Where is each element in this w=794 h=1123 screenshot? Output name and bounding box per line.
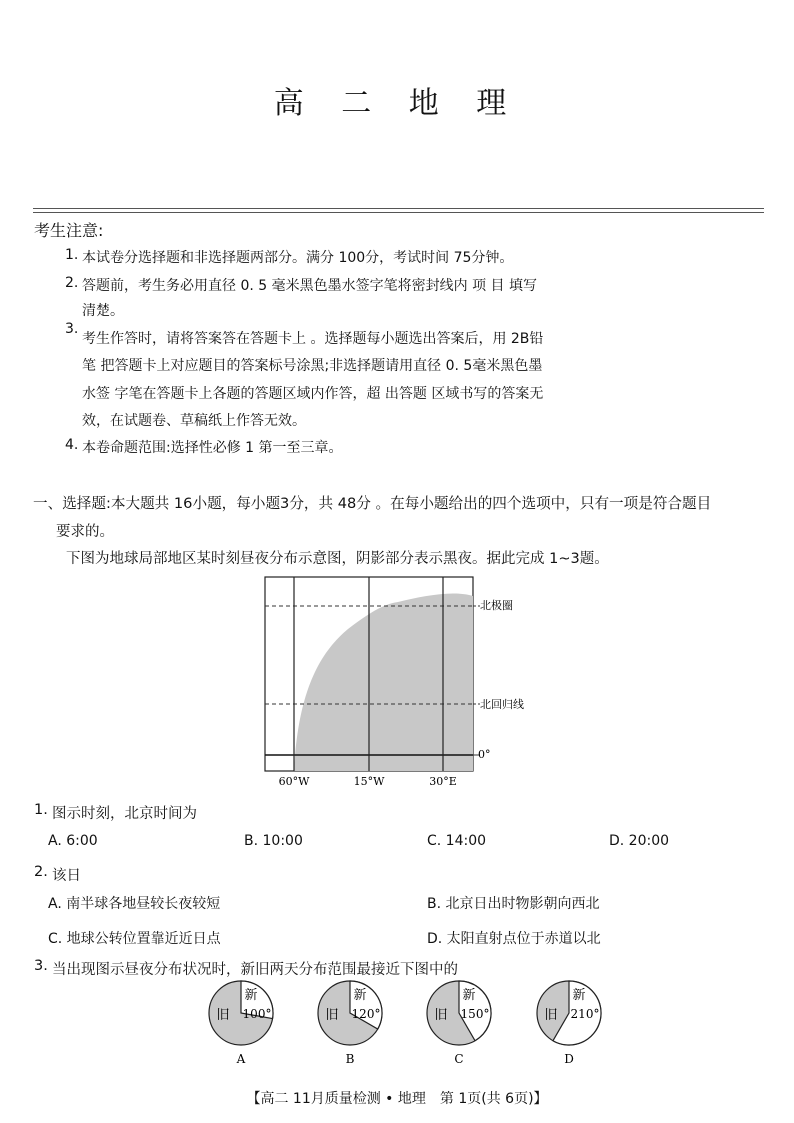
section-heading: 一、选择题:本大题共 16小题，每小题3分，共 48分 。在每小题给出的四个选项中，只有一项是符合题目 bbox=[33, 495, 712, 512]
question-2-option-d: D. 太阳直射点位于赤道以北 bbox=[427, 931, 601, 947]
question-2-option-a: A. 南半球各地昼较长夜较短 bbox=[48, 896, 221, 912]
circle-option-c bbox=[427, 981, 491, 1066]
figure-intro: 下图为地球局部地区某时刻昼夜分布示意图，阴影部分表示黑夜。据此完成 1~3题。 bbox=[66, 551, 609, 567]
question-1-option-c: C. 14:00 bbox=[427, 833, 487, 849]
question-2-option-b: B. 北京日出时物影朝向西北 bbox=[427, 896, 600, 912]
tick-15w: 15°W bbox=[353, 775, 385, 788]
header-divider-2 bbox=[33, 212, 764, 213]
old-label: 旧 bbox=[434, 1008, 448, 1023]
question-1-number: 1. bbox=[34, 802, 48, 818]
label-equator: 0° bbox=[478, 748, 491, 761]
old-label: 旧 bbox=[544, 1008, 558, 1023]
notice-item-3-line-4: 效，在试题卷、草稿纸上作答无效。 bbox=[82, 413, 306, 429]
header-divider bbox=[33, 208, 764, 209]
notice-item-3-number: 3. bbox=[65, 321, 79, 337]
notice-item-3-line-2: 笔 把答题卡上对应题目的答案标号涂黑;非选择题请用直径 0. 5毫米黑色墨 bbox=[82, 358, 543, 374]
question-3-number: 3. bbox=[34, 958, 48, 974]
notice-item-3-line-3: 水签 字笔在答题卡上各题的答题区域内作答，超 出答题 区域书写的答案无 bbox=[82, 386, 544, 402]
notice-item-3-line-1: 考生作答时，请将答案答在答题卡上 。选择题每小题选出答案后，用 2B铅 bbox=[82, 331, 544, 347]
angle-label: 150° bbox=[460, 1007, 490, 1021]
question-1-text: 图示时刻，北京时间为 bbox=[52, 806, 197, 822]
question-1-option-b: B. 10:00 bbox=[244, 833, 303, 849]
label-tropic: 北回归线 bbox=[480, 698, 524, 711]
option-letter: C bbox=[454, 1052, 464, 1066]
question-2-number: 2. bbox=[34, 864, 48, 880]
notice-heading: 考生注意: bbox=[34, 221, 104, 240]
question-1-option-a: A. 6:00 bbox=[48, 833, 98, 849]
notice-item-2-line-2: 清楚。 bbox=[82, 303, 124, 319]
notice-item-4-line-1: 本卷命题范围:选择性必修 1 第一至三章。 bbox=[82, 440, 343, 456]
new-label: 新 bbox=[462, 988, 476, 1003]
circle-option-a bbox=[209, 981, 273, 1066]
angle-label: 100° bbox=[242, 1007, 272, 1021]
old-label: 旧 bbox=[216, 1008, 230, 1023]
question-1-option-d: D. 20:00 bbox=[609, 833, 670, 849]
day-night-figure bbox=[258, 574, 538, 792]
section-heading-cont: 要求的。 bbox=[56, 524, 114, 540]
circle-option-d bbox=[537, 981, 601, 1066]
old-label: 旧 bbox=[325, 1008, 339, 1023]
tick-60w: 60°W bbox=[278, 775, 310, 788]
question-3-text: 当出现图示昼夜分布状况时，新旧两天分布范围最接近下图中的 bbox=[52, 962, 458, 978]
label-arctic: 北极圈 bbox=[480, 599, 513, 612]
new-label: 新 bbox=[572, 988, 586, 1003]
option-letter: A bbox=[236, 1052, 246, 1066]
angle-label: 210° bbox=[570, 1007, 600, 1021]
angle-label: 120° bbox=[351, 1007, 381, 1021]
option-letter: D bbox=[564, 1052, 574, 1066]
question-2-text: 该日 bbox=[52, 868, 81, 884]
page-footer: 【高二 11月质量检测 • 地理 第 1页(共 6页)】 bbox=[246, 1091, 548, 1107]
circle-option-b bbox=[318, 981, 382, 1066]
new-old-day-circles bbox=[195, 978, 625, 1074]
tick-30e: 30°E bbox=[429, 775, 457, 788]
notice-item-1-line-1: 本试卷分选择题和非选择题两部分。满分 100分，考试时间 75分钟。 bbox=[82, 250, 514, 266]
notice-item-4-number: 4. bbox=[65, 437, 79, 453]
page-title: 高 二 地 理 bbox=[273, 86, 521, 121]
option-letter: B bbox=[345, 1052, 355, 1066]
new-label: 新 bbox=[244, 988, 258, 1003]
notice-item-1-number: 1. bbox=[65, 247, 79, 263]
question-2-option-c: C. 地球公转位置靠近近日点 bbox=[48, 931, 221, 947]
notice-item-2-number: 2. bbox=[65, 275, 79, 291]
notice-item-2-line-1: 答题前，考生务必用直径 0. 5 毫米黑色墨水签字笔将密封线内 项 目 填写 bbox=[82, 278, 537, 294]
new-label: 新 bbox=[353, 988, 367, 1003]
